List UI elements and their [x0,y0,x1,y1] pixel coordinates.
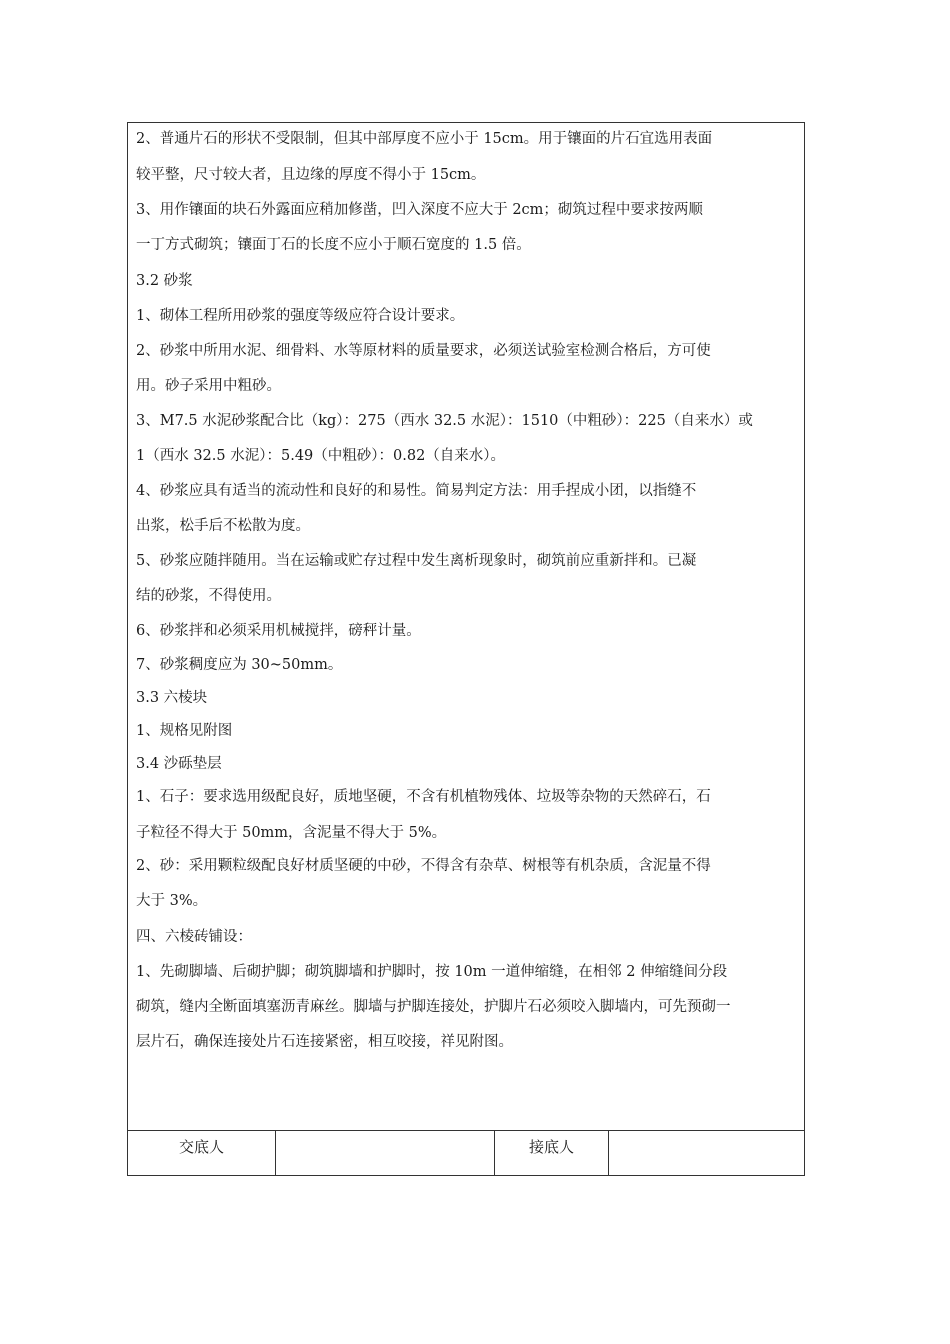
section-heading: 3.4 沙砾垫层 [136,756,222,772]
text-line: 3、用作镶面的块石外露面应稍加修凿，凹入深度不应大于 2cm；砌筑过程中要求按两顺 [136,202,703,218]
text-line: 用。砂子采用中粗砂。 [136,378,281,394]
text-line: 子粒径不得大于 50mm，含泥量不得大于 5%。 [136,825,447,841]
text-line: 大于 3%。 [136,893,208,909]
text-line: 1、砌体工程所用砂浆的强度等级应符合设计要求。 [136,308,465,324]
text-line: 5、砂浆应随拌随用。当在运输或贮存过程中发生离析现象时，砌筑前应重新拌和。已凝 [136,553,697,569]
section-heading: 3.2 砂浆 [136,273,193,289]
text-line: 1、石子：要求选用级配良好，质地坚硬，不含有机植物残体、垃圾等杂物的天然碎石，石 [136,789,711,805]
text-line: 较平整，尺寸较大者，且边缘的厚度不得小于 15cm。 [136,167,486,183]
receiver-label: 接底人 [494,1131,608,1176]
text-line: 4、砂浆应具有适当的流动性和良好的和易性。简易判定方法：用手捏成小团，以指缝不 [136,483,697,499]
text-line: 2、普通片石的形状不受限制，但其中部厚度不应小于 15cm。用于镶面的片石宜选用表面 [136,131,713,147]
text-line: 6、砂浆拌和必须采用机械搅拌，磅秤计量。 [136,623,421,639]
text-line: 1（西水 32.5 水泥）：5.49（中粗砂）：0.82（自来水）。 [136,448,506,464]
handover-signature-field[interactable] [275,1131,494,1176]
text-line: 2、砂：采用颗粒级配良好材质坚硬的中砂，不得含有杂草、树根等有机杂质，含泥量不得 [136,858,711,874]
signature-row [128,1130,804,1176]
section-heading: 四、六棱砖铺设： [136,929,252,945]
text-line: 7、砂浆稠度应为 30~50mm。 [136,657,343,673]
document-frame [127,122,805,1176]
text-line: 一丁方式砌筑；镶面丁石的长度不应小于顺石宽度的 1.5 倍。 [136,237,531,253]
text-line: 砌筑，缝内全断面填塞沥青麻丝。脚墙与护脚连接处，护脚片石必须咬入脚墙内，可先预砌一 [136,999,731,1015]
receiver-signature-field[interactable] [608,1131,804,1176]
text-line: 结的砂浆，不得使用。 [136,588,281,604]
text-line: 2、砂浆中所用水泥、细骨料、水等原材料的质量要求，必须送试验室检测合格后，方可使 [136,343,711,359]
text-line: 出浆，松手后不松散为度。 [136,518,310,534]
text-line: 3、M7.5 水泥砂浆配合比（kg）：275（西水 32.5 水泥）：1510（中粗砂）：225（自来水）或 [136,413,753,429]
handover-label: 交底人 [178,1138,224,1156]
text-line: 1、规格见附图 [136,723,233,739]
text-line: 1、先砌脚墙、后砌护脚；砌筑脚墙和护脚时，按 10m 一道伸缩缝，在相邻 2 伸缩缝间分段 [136,964,728,980]
text-line: 层片石，确保连接处片石连接紧密，相互咬接，祥见附图。 [136,1034,513,1050]
section-heading: 3.3 六棱块 [136,690,208,706]
